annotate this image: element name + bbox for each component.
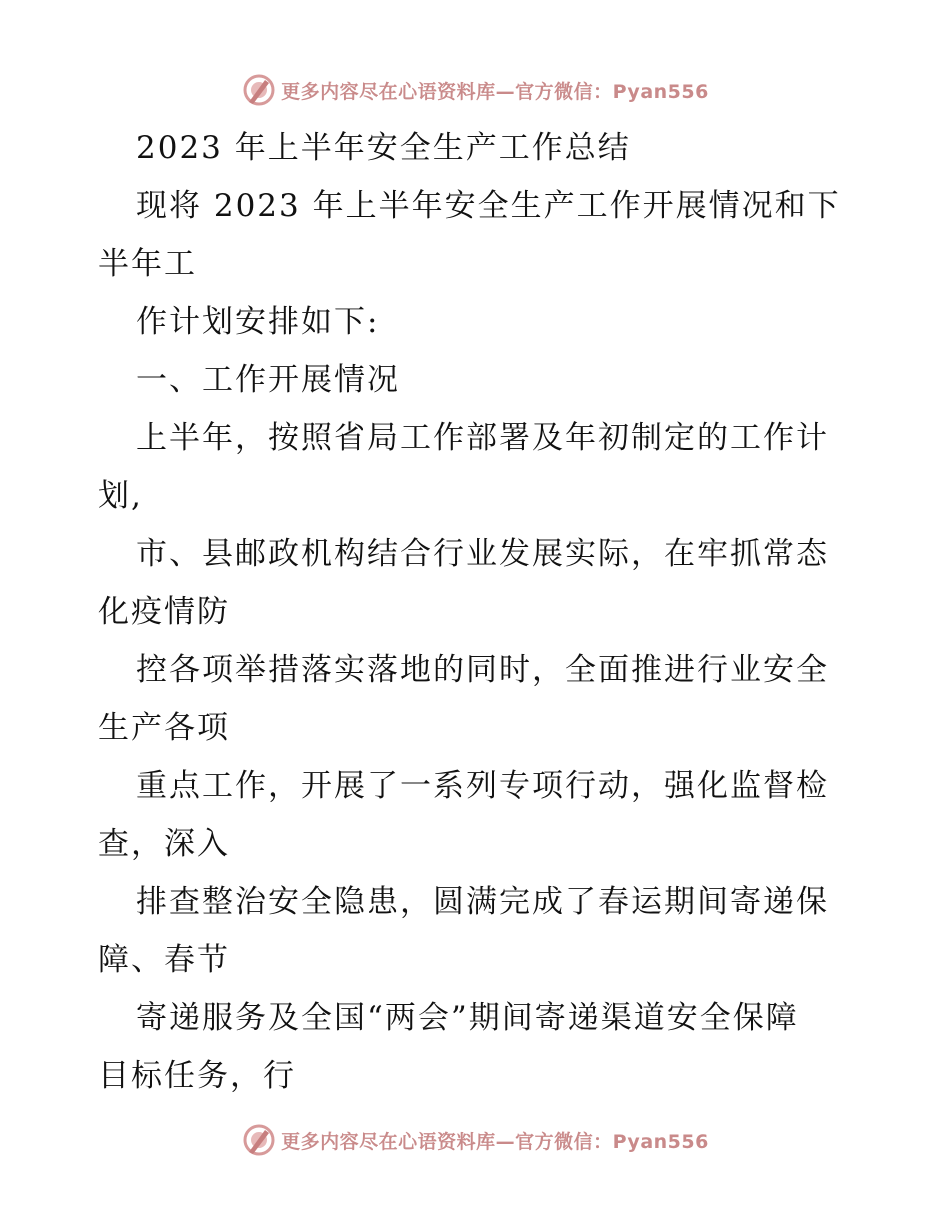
- pen-emblem-icon: [241, 72, 277, 108]
- watermark-text: 更多内容尽在心语资料库—官方微信：Pyan556: [281, 80, 709, 103]
- paragraph-line: 控各项举措落实落地的同时，全面推进行业安全: [136, 652, 829, 688]
- paragraph-line: 排查整治安全隐患，圆满完成了春运期间寄递保: [136, 884, 829, 920]
- paragraph-line: 半年工: [98, 246, 197, 282]
- paragraph-line: 目标任务，行: [98, 1058, 296, 1094]
- paragraph-line: 上半年，按照省局工作部署及年初制定的工作计: [136, 420, 829, 456]
- paragraph-line: 现将 2023 年上半年安全生产工作开展情况和下: [136, 188, 841, 224]
- paragraph-line: 障、春节: [98, 942, 230, 978]
- paragraph-line: 重点工作，开展了一系列专项行动，强化监督检: [136, 768, 829, 804]
- paragraph-line: 生产各项: [98, 710, 230, 746]
- paragraph-line: 查，深入: [98, 826, 230, 862]
- header-watermark-banner: [0, 68, 950, 112]
- footer-watermark-banner: [0, 1118, 950, 1162]
- section-heading: 一、工作开展情况: [136, 362, 400, 398]
- document-title: 2023 年上半年安全生产工作总结: [136, 130, 631, 166]
- paragraph-line: 寄递服务及全国“两会”期间寄递渠道安全保障: [136, 1000, 799, 1036]
- paragraph-line: 化疫情防: [98, 594, 230, 630]
- pen-emblem-icon: [241, 1122, 277, 1158]
- paragraph-line: 市、县邮政机构结合行业发展实际，在牢抓常态: [136, 536, 829, 572]
- paragraph-line: 作计划安排如下:: [136, 304, 380, 340]
- watermark-text: 更多内容尽在心语资料库—官方微信：Pyan556: [281, 1130, 709, 1153]
- paragraph-line: 划,: [98, 478, 143, 514]
